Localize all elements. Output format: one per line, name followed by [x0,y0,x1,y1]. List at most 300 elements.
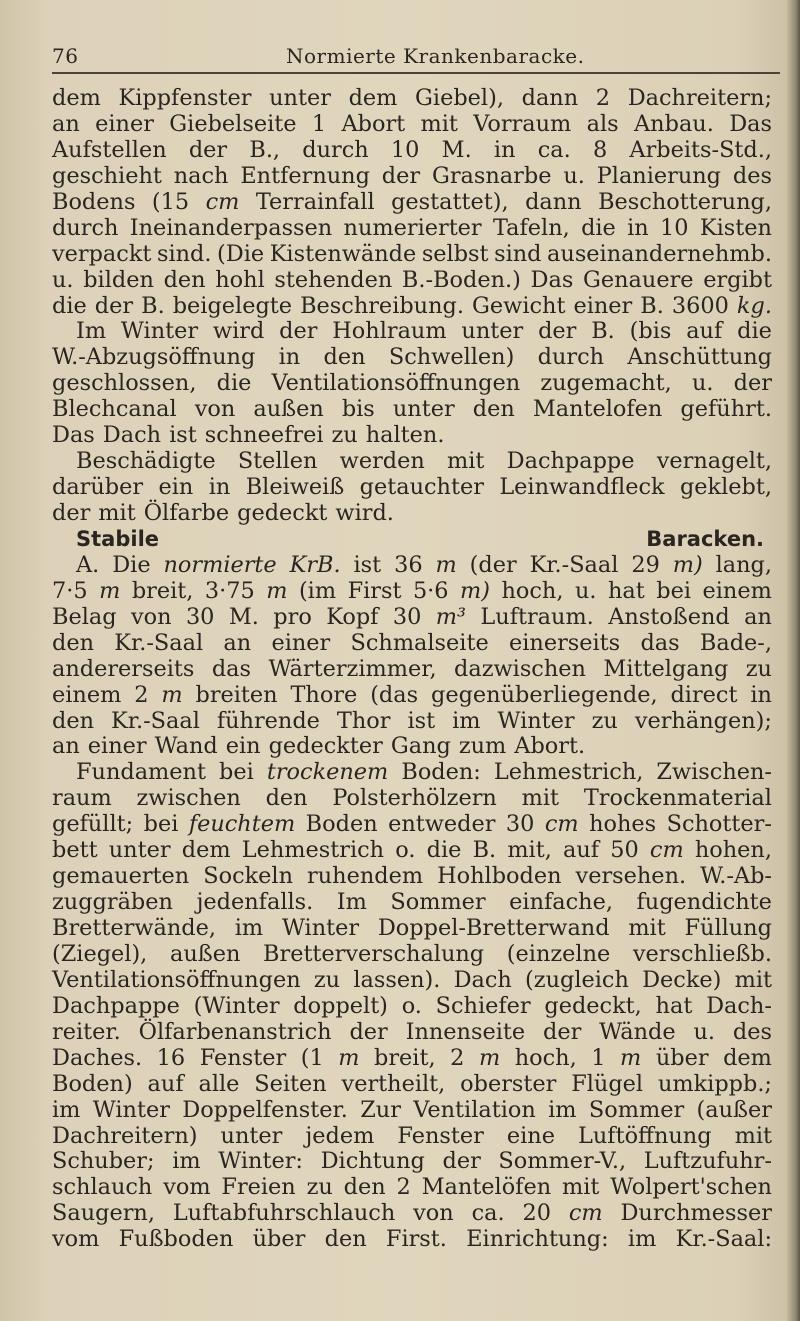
word: m [478,1044,501,1071]
text-line [52,423,772,449]
text-line [52,916,772,942]
word: mit [734,1122,772,1149]
word: darüber [52,474,144,501]
word: an [223,629,252,656]
text-line [52,319,772,345]
word: verpackt [52,240,152,267]
word: Kippfenster [118,85,252,111]
word: den [472,396,515,423]
running-title: Normierte Krankenbaracke. [286,44,585,68]
word: mit, [507,837,552,864]
word: ein [225,733,261,760]
text-line [52,812,772,838]
text-line [52,1046,772,1072]
word: mit [561,1174,600,1201]
word: o. [395,837,416,864]
word: unter [269,85,331,111]
word: über [252,1226,306,1253]
word: des [732,162,772,189]
word: Dachreitern; [627,85,772,111]
word: umkippb.; [657,1070,772,1097]
word: auf [147,1070,184,1097]
word: Sommer [588,1096,685,1123]
word: nach [173,162,229,189]
word: m [620,1044,642,1071]
word: vertheilt, [341,1070,446,1097]
word: Bretterverschalung [263,940,485,967]
word: Abort [341,110,406,137]
word: dem [181,837,231,864]
word: geschieht [52,162,162,189]
word: doppelt) [293,992,388,1019]
text-line [52,890,772,916]
word: m³ [435,603,466,630]
word: die [737,318,772,345]
word: Ventilationsöffnungen [52,966,301,993]
word: Dichtung [320,1148,425,1175]
word: schlauch [52,1174,153,1201]
word: raum [52,785,112,812]
word: Innenseite [405,1018,526,1045]
word: u. [693,1018,716,1045]
word: Freien [221,1174,296,1201]
word: Polsterhölzern [332,785,497,812]
word: Aufstellen [52,136,167,163]
word: bilden [83,266,154,293]
word: Schotter- [666,811,772,838]
word: 30 [505,811,535,838]
word: mit [628,915,666,941]
text-line [52,1201,772,1227]
word: hoch, [514,1044,577,1071]
word: Beschädigte [76,448,216,475]
word: Anstoßend [608,603,730,630]
text-line [52,1124,772,1150]
text-line [52,216,772,242]
word: o. [401,992,422,1019]
word: zu [745,655,772,682]
text-line [52,683,772,709]
word: einer [271,629,331,656]
word: (15 [151,188,190,215]
word: B., [249,136,281,163]
word: hoch, [501,577,564,604]
word: bei [143,811,179,838]
word: zum [458,733,507,760]
word: m [266,577,288,604]
word: Ventilationsöffnungen [271,370,521,397]
word: B. [640,292,664,319]
word: Schwellen) [388,344,515,371]
word: den [343,1174,386,1201]
word: m [99,577,121,604]
word: zuggräben [52,889,173,916]
word: First [347,577,402,604]
word: Einrichtung: [466,1226,609,1253]
word: 3·75 [204,577,255,604]
word: vom [163,1174,211,1201]
word: (der [469,551,517,578]
word: Das [530,266,574,293]
word: Wände [599,1018,676,1045]
body-text [52,86,772,1253]
text-line [52,475,772,501]
word: wird. [335,500,394,526]
word: Saugern, [52,1200,155,1227]
page-header [52,44,782,74]
word: Winter [281,915,360,941]
word: sind. [156,240,212,267]
word: den [265,785,308,812]
text-line [52,838,772,864]
word: Winter: [218,1148,303,1175]
word: Mittelgang [603,655,729,682]
word: B.-Boden.) [401,266,521,293]
word: gestattet), [391,188,509,215]
word: außen [169,940,241,967]
word: einer [95,110,154,137]
text-line [52,501,772,527]
text-line [52,112,772,138]
word: Das [52,422,95,449]
word: Baracken. [646,526,764,551]
word: in [278,344,301,371]
header-rule [52,72,780,74]
word: geführt. [680,396,772,423]
word: Daches. [52,1044,143,1071]
word: durch [302,136,369,163]
word: 50 [610,837,639,864]
word: Flügel [571,1070,644,1097]
word: u. [574,577,597,604]
word: Schiefer [435,992,531,1019]
word: W.-Abzugsöffnung [52,344,256,371]
word: auf [686,318,723,345]
word: ca. [537,136,571,163]
word: der [442,1148,481,1175]
word: Kopf [326,603,379,630]
text-line [52,1020,772,1046]
word: gedeckter [268,733,383,760]
word: von [413,1200,454,1227]
word: Ölfarbenanstrich [138,1018,332,1045]
word: Fenster [199,1044,287,1071]
word: ergibt [703,266,772,293]
word: Giebel), [415,85,504,111]
word: den [163,266,206,293]
word: Mantelöfen [421,1174,552,1201]
word: Schuber; [52,1148,155,1175]
word: schneefrei [204,422,324,449]
word: auf [563,837,600,864]
word: an [744,603,772,630]
word: (zugleich [525,966,629,993]
word: (das [370,681,419,708]
word: den [324,1226,367,1253]
word: wird [212,318,265,345]
word: im [548,1096,577,1123]
word: reiter. [52,1018,121,1045]
word: in [627,214,649,241]
word: Luftraum. [480,603,594,630]
word: über [655,1044,709,1071]
word: zu [306,1174,333,1201]
word: im [234,915,264,941]
word: Im [76,318,107,345]
word: den [52,629,95,656]
word: Beschotterung, [598,188,772,215]
word: durch [537,344,605,371]
text-line [52,786,772,812]
word: Abort. [514,733,586,760]
word: einem [702,577,772,604]
word: zu [313,966,341,993]
word: Thore [290,681,358,708]
word: geschlossen, [52,370,197,397]
word: gedeckt, [544,992,642,1019]
word: die [52,292,87,319]
word: dann [525,188,582,215]
word: sind [494,240,542,267]
word: normierte [163,551,277,578]
word: cm [544,811,579,838]
word: (Ziegel), [52,940,148,967]
word: (außer [696,1096,772,1123]
text-line [52,734,772,760]
word: Stabile [76,526,160,551]
word: vom [52,1226,100,1253]
text-line [52,449,772,475]
word: 20 [522,1200,551,1227]
word: Bretterwände, [52,915,216,941]
word: Dach- [706,992,772,1019]
word: mit [447,448,485,475]
word: (Die [217,240,265,267]
word: numerierter [343,214,482,241]
word: selbst [421,240,489,267]
word: führende [216,707,320,734]
word: Genauere [583,266,694,293]
word: First. [385,1226,447,1253]
word: breiten [195,681,278,708]
word: Kr.-Saal [529,551,619,578]
word: 1 [591,1044,606,1071]
word: im [52,1096,81,1123]
word: KrB. [289,551,341,578]
word: der [94,292,134,319]
text-line [52,1072,772,1098]
word: zu [591,707,618,734]
text-line [52,190,772,216]
word: u. [563,162,585,189]
word: jedenfalls. [196,889,314,916]
word: Grasnarbe [431,162,552,189]
word: eine [506,1122,555,1149]
word: Tafeln, [492,214,570,241]
word: 8 [592,136,608,163]
word: die [426,837,462,864]
word: gegenüberliegende, [431,681,658,708]
word: 2 [396,1174,411,1201]
word: entweder [388,811,496,838]
page-number: 76 [52,44,79,68]
word: Fenster [397,1122,484,1149]
word: ist [169,422,197,449]
word: Mantelofen [532,396,663,423]
word: fugendichte [636,889,772,916]
word: Kr.-Saal [111,707,200,734]
word: Wolpert'schen [610,1174,772,1201]
word: hohen, [694,837,772,864]
word: mit [734,966,772,993]
word: an [52,733,80,760]
word: bei [219,759,254,786]
word: u. [691,370,714,397]
word: cm [649,837,684,864]
word: in [750,681,772,708]
word: Durchmesser [620,1200,772,1227]
word: einem [52,681,122,708]
word: breit, [131,577,194,604]
word: Planierung [596,162,722,189]
word: 2 [450,1044,465,1071]
word: dem [52,85,101,111]
word: auseinandernehmb. [547,240,772,267]
word: Die [112,551,151,578]
word: mit [420,110,458,137]
word: Fußboden [118,1226,234,1253]
word: dann [521,85,579,111]
word: Schmalseite [350,629,489,656]
word: lassen). [353,966,441,993]
word: mit [521,785,560,812]
word: zugemacht, [540,370,672,397]
word: Luftöffnung [578,1122,712,1149]
word: die [216,370,252,397]
word: das [211,655,252,682]
word: den [323,344,366,371]
text-line [52,138,772,164]
word: (im [298,577,337,604]
word: andererseits [52,655,195,682]
word: Sommer [390,889,486,916]
word: unter [461,318,524,345]
word: Trockenmaterial [583,785,772,812]
word: werden [339,448,425,475]
word: 30 [185,603,215,630]
word: B. [472,837,497,864]
word: Anbau. [634,110,714,137]
word: ca. [471,1200,505,1227]
text-line [52,579,772,605]
word: (einzelne [506,940,611,967]
word: Leinwandfleck [499,474,665,501]
text-line [52,605,772,631]
word: Belag [52,603,117,630]
word: der [52,500,91,526]
word: Doppelfenster. [182,1096,348,1123]
word: 10 [390,136,420,163]
word: lang, [715,551,772,578]
word: im [627,1226,657,1253]
word: Füllung [684,915,772,941]
word: 1 [311,110,327,137]
word: (Winter [193,992,280,1019]
text-line [52,242,772,268]
word: bis [341,396,375,423]
text-line [52,760,772,786]
word: Lehmestrich [241,837,385,864]
word: m [338,1044,360,1071]
word: 3600 [671,292,729,319]
text-line [52,994,772,1020]
word: Im [336,889,367,916]
word: Dachreitern) [52,1122,198,1149]
word: cm [568,1200,603,1227]
word: Boden) [52,1070,133,1097]
word: Ölfarbe [143,500,230,526]
text-line [52,397,772,423]
text-line [52,268,772,294]
word: Dach [102,422,162,449]
word: dazwischen [454,655,586,682]
word: beigelegte [172,292,293,319]
word: Beschreibung. [300,292,464,319]
word: der [538,318,577,345]
text-line [52,1175,772,1201]
word: m) [672,551,703,578]
word: einfache, [509,889,613,916]
word: (bis [629,318,672,345]
word: 10 [660,214,689,241]
word: Bleiweiß [245,474,345,501]
word: Sockeln [203,863,294,890]
word: 2 [134,681,149,708]
word: cm [205,188,240,215]
word: Vorraum [473,110,572,137]
word: Boden [305,811,378,838]
word: Winter [497,707,575,734]
word: ruhendem [307,863,424,890]
word: Kistenwände [269,240,417,267]
text-line [52,553,772,579]
word: zwischen [136,785,241,812]
word: Gewicht [472,292,566,319]
word: an [52,110,80,137]
word: Entfernung [240,162,370,189]
word: versehen. [575,863,687,890]
word: mit [98,500,136,526]
word: 29 [631,551,660,578]
word: im [172,1148,201,1175]
word: Dachpappe [506,448,635,475]
word: gemauerten [52,863,190,890]
word: m [435,551,457,578]
word: Wärterzimmer, [268,655,437,682]
word: Luftzufuhr- [643,1148,772,1175]
text-line [52,657,772,683]
word: hat [607,577,645,604]
word: vernagelt, [656,448,772,475]
word: 5·6 [412,577,449,604]
word: 2 [595,85,611,111]
word: Zwischen- [656,759,772,786]
word: M. [228,603,259,630]
word: in [493,136,516,163]
word: (1 [300,1044,324,1071]
text-line [52,709,772,735]
word: feuchtem [188,811,296,838]
